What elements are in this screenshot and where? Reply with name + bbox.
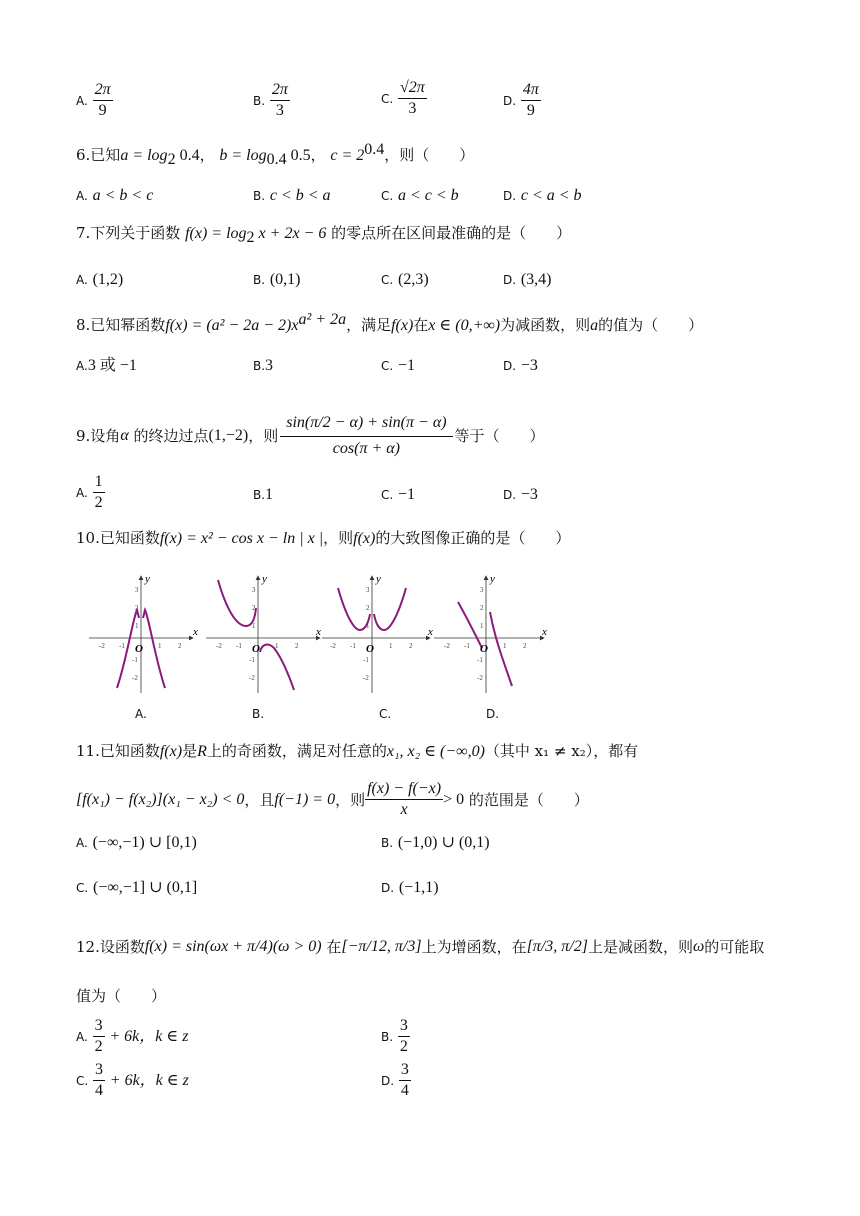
q5-b-frac: $\frac{2\pi}{3}$ [271, 81, 288, 119]
graph-b-tick-y: 2 [252, 604, 256, 612]
graph-d [434, 573, 547, 693]
graph-a-tick-y: -1 [132, 656, 138, 664]
graph-label-c[interactable]: C. [379, 707, 392, 721]
q5-a-label: A. [76, 93, 88, 108]
graph-a-tick-y: 1 [135, 622, 139, 630]
q11-fraction: $\frac{f(x) - f(-x)}{x}$ [367, 780, 442, 818]
q5-option-c[interactable] [381, 80, 427, 118]
graph-label-b[interactable]: B. [252, 707, 265, 721]
q10-graphs [0, 566, 860, 706]
q11-stem-line2: [f(x₁) − f(x₂)](x₁ − x₂) < 0 ，且 f(−1) = 0 ，则 $\frac{f(x) - f(-x)}{x}$ > 0 的范围是（ ） [76, 780, 589, 818]
graph-d-o: O [480, 643, 488, 655]
q12-option-c[interactable]: C. $\frac{3}{4}$ + 6k，k ∈ z [76, 1061, 189, 1099]
graph-c-tick-x: -1 [350, 642, 356, 650]
graph-a-tick-y: 3 [135, 586, 139, 594]
graph-c-tick-y: -2 [363, 674, 369, 682]
graph-d-tick-y: 1 [480, 622, 484, 630]
graph-c-tick-y: 2 [366, 604, 370, 612]
graph-a-tick-x: -1 [119, 642, 125, 650]
graph-c [322, 573, 433, 693]
graph-a-tick-x: -2 [99, 642, 105, 650]
q8-option-b[interactable]: B.3 [253, 357, 274, 374]
q9-stem: 9.设角 α 的终边过点 (1,−2) ，则 $\frac{\sin(\pi/2 - \alpha) + \sin(\pi - \alpha)}{\cos(\pi + \alpha)}$ 等于（ ） [76, 413, 545, 457]
q8-option-d[interactable]: D. −3 [503, 357, 538, 374]
graph-a-tick-y: -2 [132, 674, 138, 682]
q6-option-a[interactable]: A. a < b < c [76, 187, 154, 204]
graph-b-tick-y: 3 [252, 586, 256, 594]
q5-option-a[interactable] [76, 82, 113, 120]
graph-c-y: y [376, 573, 381, 585]
q11-option-a[interactable]: A. (−∞,−1) ∪ [0,1) [76, 834, 197, 851]
q9-option-a[interactable]: A. $\frac{1}{2}$ [76, 473, 103, 511]
q7-option-a[interactable]: A. (1,2) [76, 271, 124, 288]
graph-b-x: x [316, 626, 321, 638]
q6-stem: 6.已知$a = \log_2 0.4$， $b = \log_{0.4} 0.5$， $c = 2^{0.4}$，则（ ） [76, 141, 475, 168]
graph-d-x: x [542, 626, 547, 638]
graph-a-tick-y: 2 [135, 604, 139, 612]
q5-c-label: C. [381, 91, 394, 106]
q5-d-label: D. [503, 93, 517, 108]
q6-option-d[interactable]: D. c < a < b [503, 187, 582, 204]
q9-fraction: $\frac{\sin(\pi/2 - \alpha) + \sin(\pi - \alpha)}{\cos(\pi + \alpha)}$ [280, 415, 452, 458]
q12-option-d[interactable]: D. $\frac{3}{4}$ [381, 1061, 409, 1099]
graph-d-y: y [490, 573, 495, 585]
q11-stem-line1: 11.已知函数f(x)是R上的奇函数，满足对任意的x₁, x₂ ∈ (−∞,0)（其中 x₁ ≠ x₂），都有 [76, 742, 639, 760]
q5-a-frac: $\frac{2\pi}{9}$ [94, 81, 111, 119]
graph-c-tick-y: -1 [363, 656, 369, 664]
graph-c-o: O [366, 643, 374, 655]
graph-b [206, 573, 321, 693]
graph-d-tick-x: -2 [444, 642, 450, 650]
q12-stem-line1: 12.设函数 f(x) = sin(ωx + π/4)(ω > 0) 在 [−π/12, π/3] 上为增函数，在 [π/3, π/2] 上是减函数，则 ω 的可能取 [76, 937, 765, 956]
graph-d-tick-y: 3 [480, 586, 484, 594]
q7-option-b[interactable]: B. (0,1) [253, 271, 301, 288]
graph-b-tick-y: -1 [249, 656, 255, 664]
graph-b-o: O [252, 643, 260, 655]
graph-b-tick-x: 2 [295, 642, 299, 650]
graph-b-tick-x: 1 [275, 642, 279, 650]
graph-d-tick-y: -1 [477, 656, 483, 664]
graph-b-tick-y: 1 [252, 622, 256, 630]
graph-label-a[interactable]: A. [135, 707, 147, 721]
q5-option-b[interactable] [253, 82, 290, 120]
graph-c-x: x [428, 626, 433, 638]
graph-c-tick-x: 1 [389, 642, 393, 650]
q12-stem-line2: 值为（ ） [76, 987, 167, 1005]
q12-option-a[interactable]: A. $\frac{3}{2}$ + 6k，k ∈ z [76, 1017, 189, 1055]
q10-stem: 10.已知函数f(x) = x² − cos x − ln | x |，则f(x)的大致图像正确的是（ ） [76, 529, 571, 547]
q7-option-d[interactable]: D. (3,4) [503, 271, 552, 288]
q11-option-d[interactable]: D. (−1,1) [381, 879, 439, 896]
graph-b-tick-x: -2 [216, 642, 222, 650]
graph-d-tick-y: -2 [477, 674, 483, 682]
q6-option-c[interactable]: C. a < c < b [381, 187, 459, 204]
graph-d-tick-x: 2 [523, 642, 527, 650]
q8-option-a[interactable]: A.3 或 −1 [76, 357, 137, 374]
q9-option-c[interactable]: C. −1 [381, 486, 416, 503]
graph-b-tick-y: -2 [249, 674, 255, 682]
q5-b-label: B. [253, 93, 266, 108]
q9-option-d[interactable]: D. −3 [503, 486, 538, 503]
graph-b-y: y [262, 573, 267, 585]
q5-c-frac: $\frac{√2\pi}{3}$ [399, 79, 425, 117]
q9-option-b[interactable]: B.1 [253, 486, 274, 503]
graph-d-tick-x: -1 [464, 642, 470, 650]
graph-a-tick-x: 2 [178, 642, 182, 650]
graph-a-x: x [193, 626, 198, 638]
graph-a-y: y [145, 573, 150, 585]
graph-c-tick-x: 2 [409, 642, 413, 650]
q12-option-b[interactable]: B. $\frac{3}{2}$ [381, 1017, 408, 1055]
graph-c-tick-x: -2 [330, 642, 336, 650]
q7-stem: 7.下列关于函数 $f(x) = \log_2 x + 2x - 6$ 的零点所在区间最准确的是（ ） [76, 224, 572, 246]
q8-option-c[interactable]: C. −1 [381, 357, 416, 374]
graph-c-tick-y: 1 [366, 622, 370, 630]
q11-option-c[interactable]: C. (−∞,−1] ∪ (0,1] [76, 879, 198, 896]
graph-label-d[interactable]: D. [486, 707, 500, 721]
graph-a [89, 573, 198, 693]
q5-d-frac: $\frac{4\pi}{9}$ [522, 81, 539, 119]
graph-a-o: O [135, 643, 143, 655]
q8-stem: 8.已知幂函数$f(x) = (a^2 - 2a - 2)x^{a^2 + 2a}$，满足f(x)在x ∈ (0,+∞)为减函数，则a的值为（ ） [76, 311, 704, 334]
graph-a-tick-x: 1 [158, 642, 162, 650]
graph-b-tick-x: -1 [236, 642, 242, 650]
graph-c-tick-y: 3 [366, 586, 370, 594]
q11-option-b[interactable]: B. (−1,0) ∪ (0,1) [381, 834, 490, 851]
graph-d-tick-y: 2 [480, 604, 484, 612]
q6-option-b[interactable]: B. c < b < a [253, 187, 331, 204]
q5-option-d[interactable] [503, 82, 541, 120]
graph-d-tick-x: 1 [503, 642, 507, 650]
q7-option-c[interactable]: C. (2,3) [381, 271, 429, 288]
